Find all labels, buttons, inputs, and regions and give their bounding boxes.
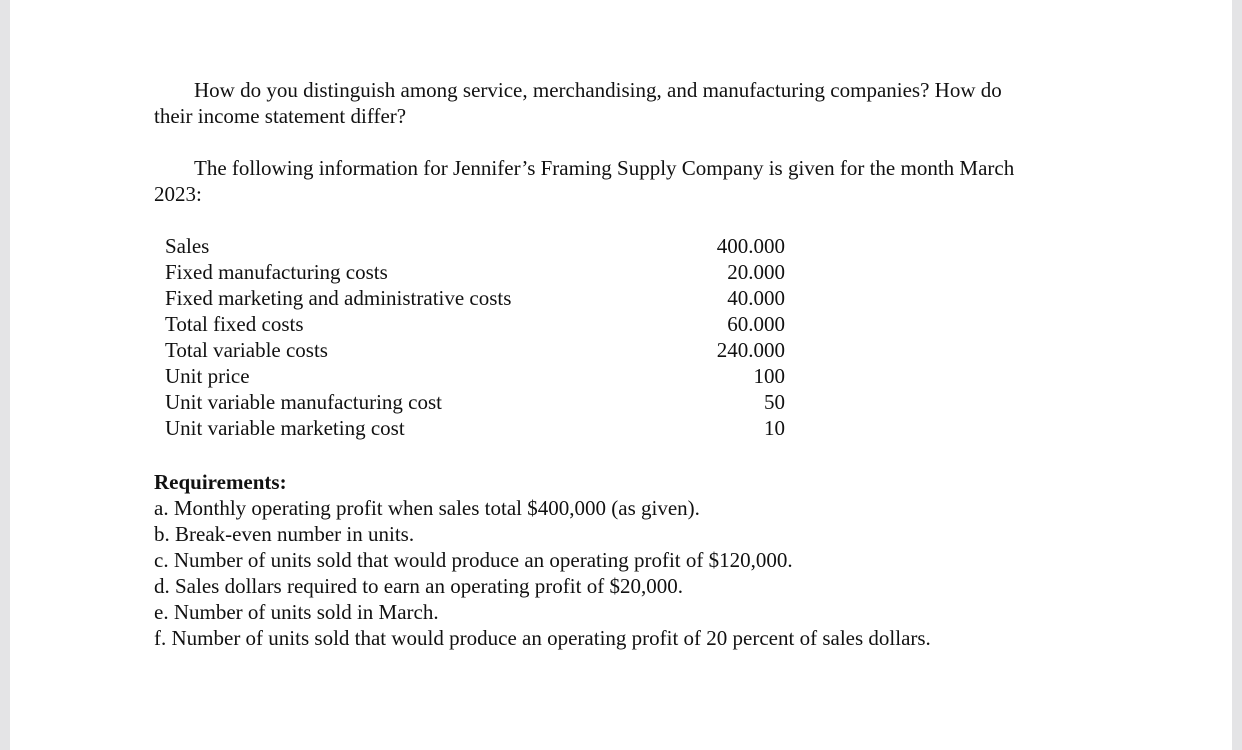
question-2-line-2: 2023: <box>154 182 202 206</box>
row-label-unit-variable-marketing: Unit variable marketing cost <box>165 416 405 440</box>
row-value-total-fixed: 60.000 <box>727 312 785 336</box>
row-value-unit-variable-manufacturing: 50 <box>764 390 785 414</box>
table-row <box>165 259 785 285</box>
requirement-item: b. Break-even number in units. <box>154 522 415 546</box>
row-value-unit-variable-marketing: 10 <box>764 416 785 440</box>
cost-data-table <box>165 233 785 441</box>
requirement-item: f. Number of units sold that would produce an operating profit of 20 percent of sales dollars. <box>154 626 931 650</box>
requirement-item: c. Number of units sold that would produce an operating profit of $120,000. <box>154 548 793 572</box>
row-label-total-variable: Total variable costs <box>165 338 328 362</box>
requirement-item: d. Sales dollars required to earn an operating profit of $20,000. <box>154 574 683 598</box>
row-value-unit-price: 100 <box>753 364 785 388</box>
row-label-fixed-manufacturing: Fixed manufacturing costs <box>165 260 388 284</box>
row-label-sales: Sales <box>165 234 210 258</box>
table-row <box>165 285 785 311</box>
row-label-total-fixed: Total fixed costs <box>165 312 304 336</box>
requirement-item: e. Number of units sold in March. <box>154 600 439 624</box>
table-row <box>165 415 785 441</box>
document-page <box>10 0 1232 750</box>
row-label-unit-price: Unit price <box>165 364 250 388</box>
row-value-fixed-marketing-admin: 40.000 <box>727 286 785 310</box>
table-row <box>165 337 785 363</box>
table-row <box>165 311 785 337</box>
question-framing-supply-intro <box>154 155 1094 207</box>
question-1-line-2: their income statement differ? <box>154 104 407 128</box>
requirement-item: a. Monthly operating profit when sales total $400,000 (as given). <box>154 496 700 520</box>
row-value-total-variable: 240.000 <box>716 338 785 362</box>
requirements-section <box>154 469 1154 651</box>
question-2-line-1: The following information for Jennifer’s Framing Supply Company is given for the month March <box>194 156 1015 180</box>
row-label-unit-variable-manufacturing: Unit variable manufacturing cost <box>165 390 442 414</box>
question-1-line-1: How do you distinguish among service, merchandising, and manufacturing companies? How do <box>194 78 1002 102</box>
table-row <box>165 363 785 389</box>
requirements-heading: Requirements: <box>154 470 287 494</box>
row-value-sales: 400.000 <box>716 234 785 258</box>
row-value-fixed-manufacturing: 20.000 <box>727 260 785 284</box>
question-distinguish-companies <box>154 77 1094 129</box>
row-label-fixed-marketing-admin: Fixed marketing and administrative costs <box>165 286 512 310</box>
table-row <box>165 233 785 259</box>
table-row <box>165 389 785 415</box>
